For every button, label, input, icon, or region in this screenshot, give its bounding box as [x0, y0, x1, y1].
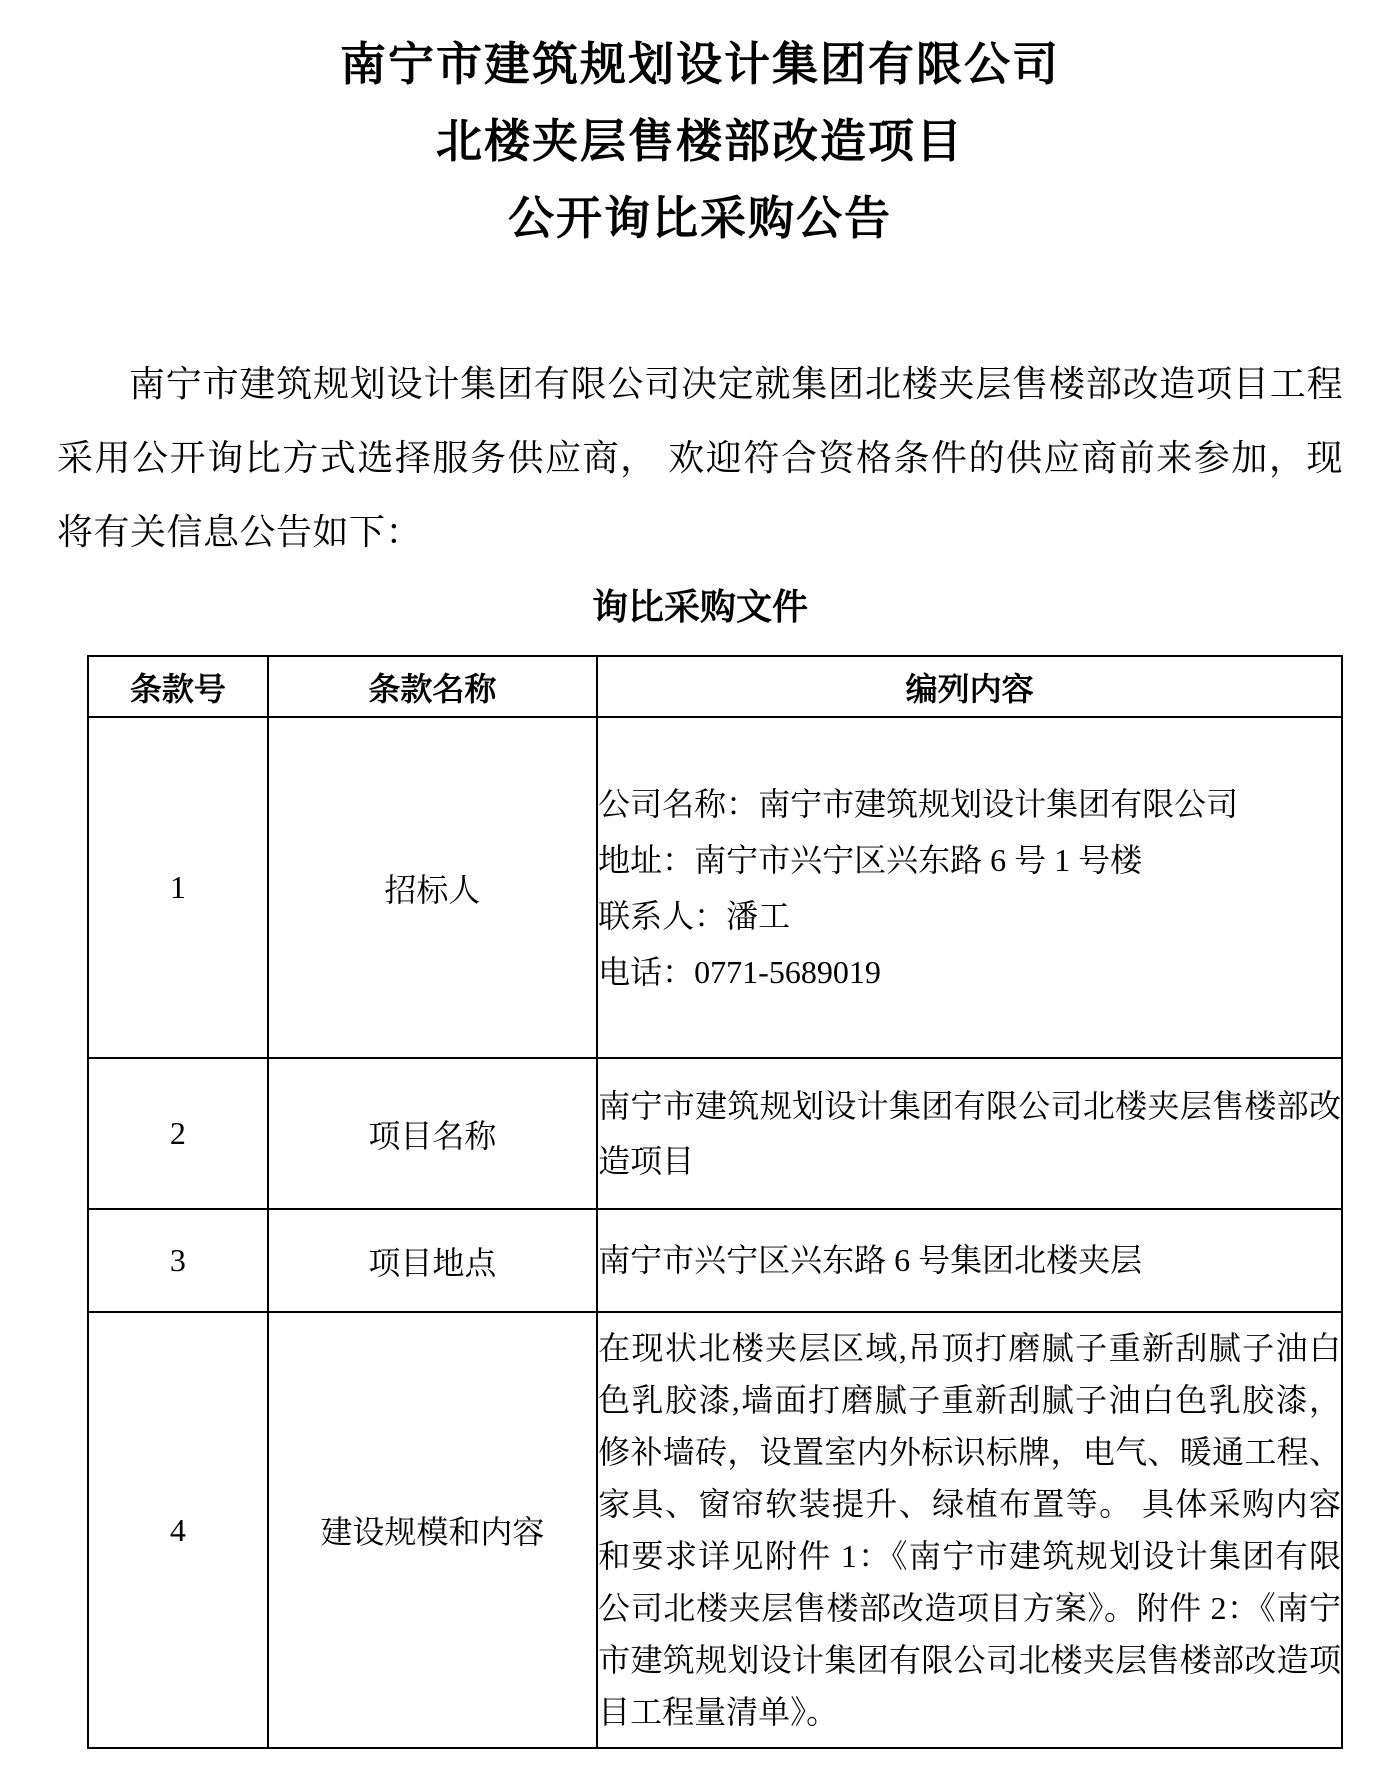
- title-line-announcement: 公开询比采购公告: [508, 193, 892, 244]
- cell-clause-number: 4: [88, 1312, 268, 1748]
- table-header-row: [88, 656, 1342, 717]
- bidder-address-line: 地址：南宁市兴宁区兴东路 6 号 1 号楼: [598, 841, 1143, 878]
- cell-clause-name: 建设规模和内容: [268, 1312, 597, 1748]
- bidder-company-line: 公司名称：南宁市建筑规划设计集团有限公司: [598, 785, 1239, 822]
- header-clause-number: 条款号: [88, 656, 268, 717]
- table-row-scope: [88, 1312, 1342, 1748]
- cell-clause-name: 项目名称: [268, 1058, 597, 1209]
- table-row-bidder: [88, 717, 1342, 1058]
- project-location-text: 南宁市兴宁区兴东路 6 号集团北楼夹层: [598, 1242, 1143, 1278]
- intro-paragraph: 南宁市建筑规划设计集团有限公司决定就集团北楼夹层售楼部改造项目工程采用公开询比方式选择服务供应商， 欢迎符合资格条件的供应商前来参加，现将有关信息公告如下：: [57, 364, 1343, 552]
- cell-clause-content: [597, 1312, 1342, 1748]
- procurement-table: [87, 655, 1343, 1749]
- header-clause-name: 条款名称: [268, 656, 597, 717]
- cell-clause-name: 招标人: [268, 717, 597, 1058]
- project-name-text: 南宁市建筑规划设计集团有限公司北楼夹层售楼部改造项目: [598, 1087, 1341, 1179]
- table-row-project-name: [88, 1058, 1342, 1209]
- title-line-company: 南宁市建筑规划设计集团有限公司: [340, 39, 1060, 90]
- bidder-phone-line: 电话：0771-5689019: [598, 953, 881, 990]
- bidder-contact-line: 联系人：潘工: [598, 897, 791, 934]
- cell-clause-content: [597, 717, 1342, 1058]
- title-line-project: 北楼夹层售楼部改造项目: [436, 116, 964, 167]
- cell-clause-content: [597, 1209, 1342, 1312]
- document-title: [57, 26, 1343, 257]
- table-row-project-location: [88, 1209, 1342, 1312]
- cell-clause-number: 3: [88, 1209, 268, 1312]
- header-clause-content: 编列内容: [597, 656, 1342, 717]
- cell-clause-number: 1: [88, 717, 268, 1058]
- cell-clause-name: 项目地点: [268, 1209, 597, 1312]
- cell-clause-number: 2: [88, 1058, 268, 1209]
- cell-clause-content: [597, 1058, 1342, 1209]
- section-heading: 询比采购文件: [591, 587, 808, 627]
- scope-text: 在现状北楼夹层区域,吊顶打磨腻子重新刮腻子油白色乳胶漆,墙面打磨腻子重新刮腻子油白色乳胶漆，修补墙砖，设置室内外标识标牌，电气、暖通工程、家具、窗帘软装提升、绿植布置等。 具体采购内容和要求详见附件 1：《南宁市建筑规划设计集团有限公司北楼夹层售楼部改造项目方案》。附件 2：《南宁市建筑规划设计集团有限公司北楼夹层售楼部改造项目工程量清单》。: [598, 1330, 1341, 1730]
